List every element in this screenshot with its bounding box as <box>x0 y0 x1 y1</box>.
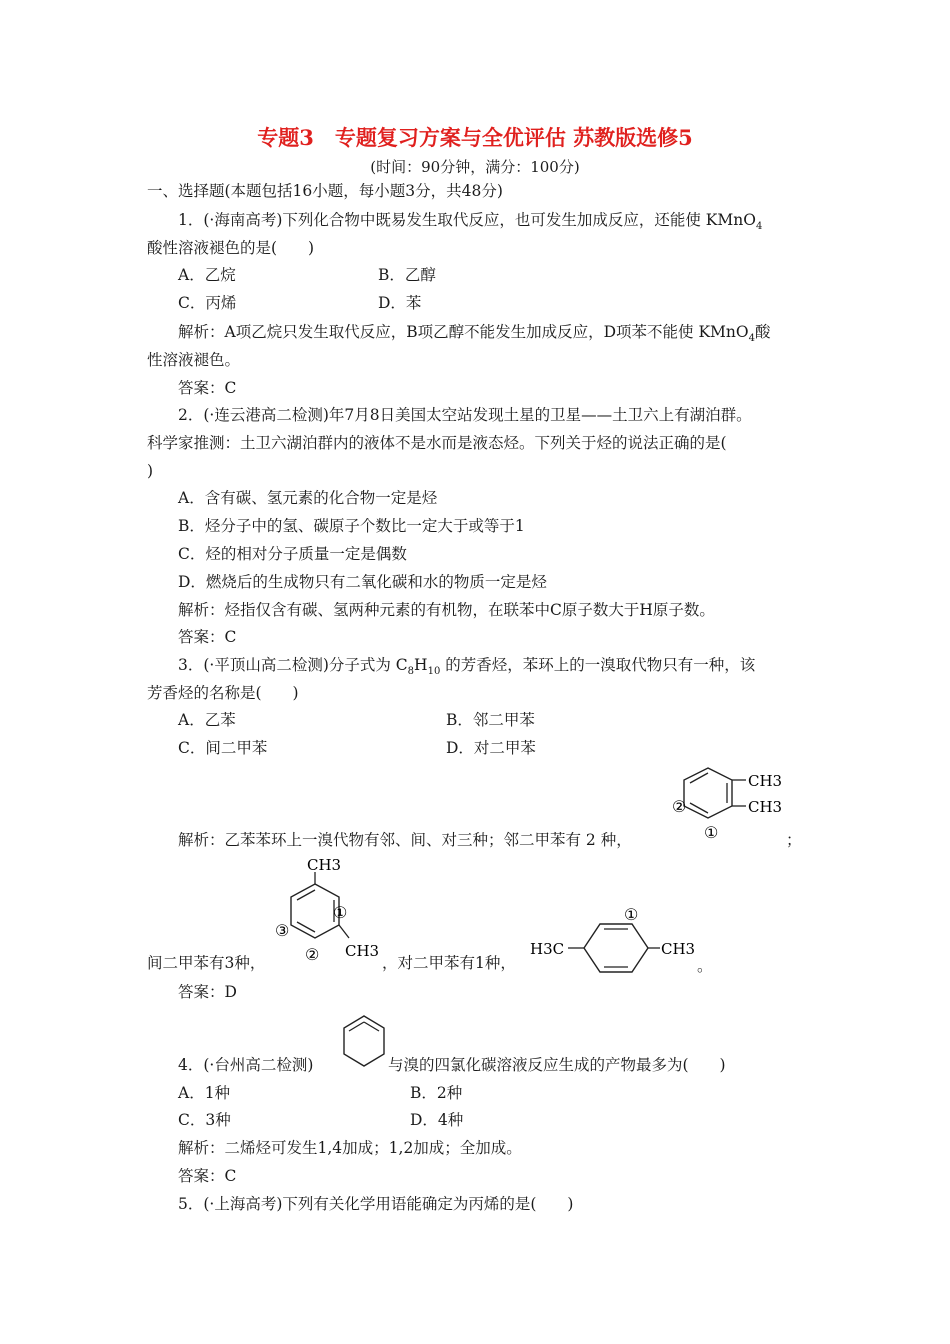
q4-answer: 答案：C <box>178 1167 237 1185</box>
q4-stem-part1: 4．(·台州高二检测) <box>178 1056 314 1074</box>
q2-option-c: C．烃的相对分子质量一定是偶数 <box>178 545 407 563</box>
q2-stem-line1: 2．(·连云港高二检测)年7月8日美国太空站发现土星的卫星——土卫六上有湖泊群。 <box>178 406 752 424</box>
q4-option-d: D．4种 <box>410 1111 464 1129</box>
q2-analysis: 解析：烃指仅含有碳、氢两种元素的有机物，在联苯中C原子数大于H原子数。 <box>178 601 715 619</box>
q4-stem-part2: 与溴的四氯化碳溶液反应生成的产物最多为( ) <box>388 1056 726 1074</box>
q1-analysis-line2: 性溶液褪色。 <box>147 351 241 369</box>
meta-position-1-label: ① <box>333 903 348 922</box>
para-position-1-label: ① <box>624 905 639 924</box>
q1-answer: 答案：C <box>178 379 237 397</box>
q4-analysis: 解析：二烯烃可发生1,4加成；1,2加成；全加成。 <box>178 1139 522 1157</box>
exam-time-score: (时间：90分钟，满分：100分) <box>370 158 580 176</box>
ortho-xylene-structure <box>670 760 800 850</box>
q3-option-c: C．间二甲苯 <box>178 739 268 757</box>
q3-analysis-line1-end: ； <box>786 831 802 849</box>
q5-stem: 5．(·上海高考)下列有关化学用语能确定为丙烯的是( ) <box>178 1195 574 1213</box>
meta-ch3-top-label: CH3 <box>307 856 342 874</box>
para-h3c-label: H3C <box>530 940 565 958</box>
ortho-ch3-top-label: CH3 <box>748 772 783 790</box>
q1-stem-line1: 1．(·海南高考)下列化合物中既易发生取代反应，也可发生加成反应，还能使 KMnO$_4$ <box>178 211 763 233</box>
q2-option-a: A．含有碳、氢元素的化合物一定是烃 <box>178 489 438 507</box>
q3-answer: 答案：D <box>178 983 237 1001</box>
meta-position-3-label: ③ <box>275 921 290 940</box>
para-xylene-structure <box>530 900 710 980</box>
q1-option-c: C．丙烯 <box>178 294 237 312</box>
section-heading: 一、选择题(本题包括16小题，每小题3分，共48分) <box>147 182 503 200</box>
q4-option-c: C．3种 <box>178 1111 231 1129</box>
document-title: 专题3 专题复习方案与全优评估 苏教版选修5 <box>257 125 693 150</box>
q1-stem-line2: 酸性溶液褪色的是( ) <box>147 239 315 257</box>
ortho-ch3-bottom-label: CH3 <box>748 798 783 816</box>
q1-option-a: A．乙烷 <box>178 266 236 284</box>
ortho-position-2-label: ② <box>672 797 687 816</box>
meta-position-2-label: ② <box>305 945 320 964</box>
meta-ch3-bottom-label: CH3 <box>345 942 380 960</box>
cyclohexadiene-structure <box>340 1012 390 1078</box>
q1-analysis-line1: 解析：A项乙烷只发生取代反应，B项乙醇不能发生加成反应，D项苯不能使 KMnO$_4$酸 <box>178 323 771 345</box>
para-ch3-label: CH3 <box>661 940 696 958</box>
q2-stem-line2: 科学家推测：土卫六湖泊群内的液体不是水而是液态烃。下列关于烃的说法正确的是( <box>147 434 727 452</box>
q3-analysis-line2-end: 。 <box>697 957 713 975</box>
q3-stem-line2: 芳香烃的名称是( ) <box>147 684 299 702</box>
q3-analysis-line1: 解析：乙苯苯环上一溴代物有邻、间、对三种；邻二甲苯有 2 种， <box>178 831 632 849</box>
q3-stem-line1: 3．(·平顶山高二检测)分子式为 $C_8H_{10}$ 的芳香烃，苯环上的一溴取代物只有一种，该 <box>178 656 756 678</box>
q2-stem-line3: ) <box>147 462 154 480</box>
q2-answer: 答案：C <box>178 628 237 646</box>
q3-option-b: B．邻二甲苯 <box>446 711 535 729</box>
q3-analysis-line2-a: 间二甲苯有3种， <box>147 954 266 972</box>
q4-option-a: A．1种 <box>178 1084 231 1102</box>
q3-option-d: D．对二甲苯 <box>446 739 536 757</box>
q2-option-b: B．烃分子中的氢、碳原子个数比一定大于或等于1 <box>178 517 525 535</box>
ortho-position-1-label: ① <box>704 823 719 842</box>
q2-option-d: D．燃烧后的生成物只有二氧化碳和水的物质一定是烃 <box>178 573 547 591</box>
q3-option-a: A．乙苯 <box>178 711 236 729</box>
q1-option-b: B．乙醇 <box>378 266 436 284</box>
meta-xylene-structure <box>275 856 395 971</box>
q3-analysis-line2-b: ，对二甲苯有1种， <box>382 954 516 972</box>
q4-option-b: B．2种 <box>410 1084 463 1102</box>
q1-option-d: D．苯 <box>378 294 422 312</box>
